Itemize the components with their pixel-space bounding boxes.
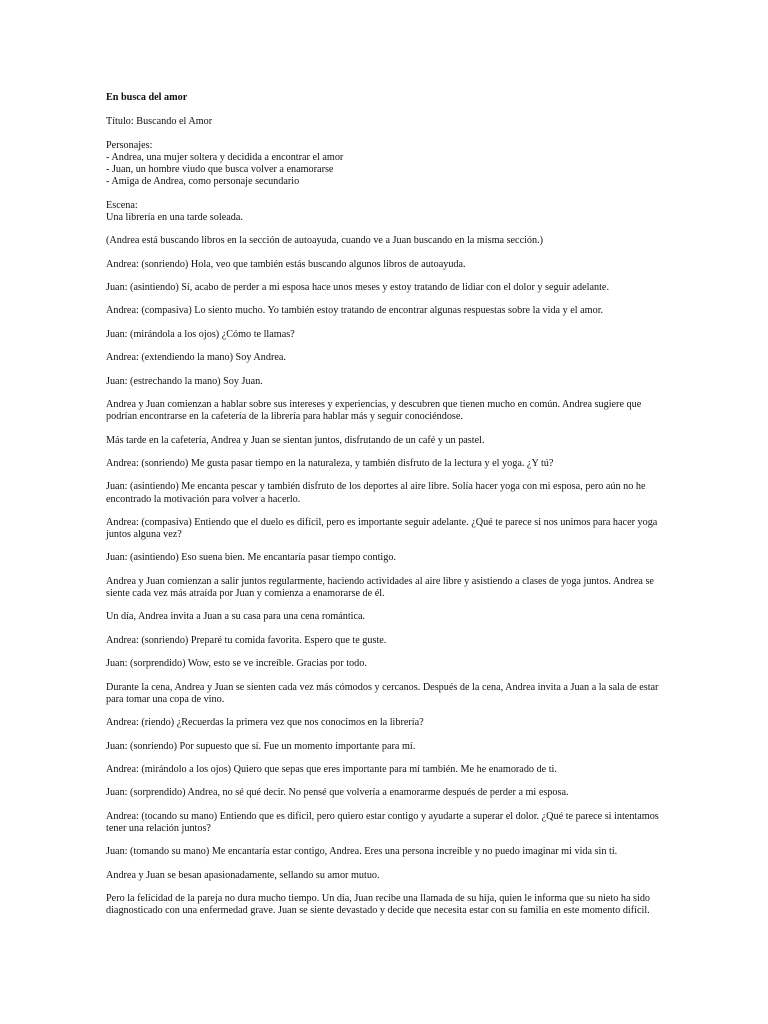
paragraph: Más tarde en la cafetería, Andrea y Juan se sientan juntos, disfrutando de un café y un pastel.	[106, 434, 485, 446]
paragraph: Andrea y Juan comienzan a salir juntos regularmente, haciendo actividades al aire libre y asistiendo a clases de yoga juntos. Andrea se siente cada vez más atraída por Juan y comienza a enamorarse de él.	[106, 575, 654, 600]
paragraph: Durante la cena, Andrea y Juan se sienten cada vez más cómodos y cercanos. Después de la cena, Andrea invita a Juan a la sala de estar para tomar una copa de vino.	[106, 681, 659, 705]
paragraph-title-line: Título: Buscando el Amor	[106, 116, 213, 128]
paragraph: Andrea y Juan se besan apasionadamente, sellando su amor mutuo.	[106, 869, 380, 881]
paragraph: Andrea: (sonriendo) Me gusta pasar tiempo en la naturaleza, y también disfruto de la lectura y el yoga. ¿Y tú?	[106, 457, 554, 469]
paragraph: Juan: (tomando su mano) Me encantaría estar contigo, Andrea. Eres una persona increíble y no puedo imaginar mi vida sin ti.	[106, 846, 618, 858]
paragraph: Juan: (asintiendo) Sí, acabo de perder a mi esposa hace unos meses y estoy tratando de lidiar con el dolor y seguir adelante.	[106, 281, 609, 293]
paragraph-scene: Escena: Una librería en una tarde soleada.	[106, 199, 243, 223]
document-heading: En busca del amor	[106, 92, 188, 103]
paragraph: (Andrea está buscando libros en la sección de autoayuda, cuando ve a Juan buscando en la misma sección.)	[106, 235, 544, 247]
paragraph: Andrea: (extendiendo la mano) Soy Andrea.	[106, 352, 286, 364]
paragraph: Andrea: (riendo) ¿Recuerdas la primera vez que nos conocimos en la librería?	[106, 717, 424, 729]
paragraph: Andrea: (tocando su mano) Entiendo que es difícil, pero quiero estar contigo y ayudarte a superar el dolor. ¿Qué te parece si intentamos tener una relación juntos?	[106, 810, 659, 834]
paragraph-characters: Personajes: - Andrea, una mujer soltera y decidida a encontrar el amor - Juan, un hombre viudo que busca volver a enamorarse - Amiga de Andrea, como personaje secundario	[106, 139, 344, 188]
paragraph: Andrea: (compasiva) Lo siento mucho. Yo también estoy tratando de encontrar algunas respuestas sobre la vida y el amor.	[106, 305, 604, 317]
paragraph: Juan: (sonriendo) Por supuesto que sí. Fue un momento importante para mí.	[106, 740, 416, 752]
paragraph: Juan: (estrechando la mano) Soy Juan.	[106, 375, 263, 387]
paragraph: Andrea: (sonriendo) Hola, veo que también estás buscando algunos libros de autoayuda.	[106, 258, 466, 270]
document-page	[106, 92, 666, 929]
paragraph: Andrea y Juan comienzan a hablar sobre sus intereses y experiencias, y descubren que tienen mucho en común. Andrea sugiere que podrían encontrarse en la cafetería de la librería para hablar más y seguir conociéndose.	[106, 398, 642, 423]
paragraph: Un día, Andrea invita a Juan a su casa para una cena romántica.	[106, 611, 366, 623]
paragraph: Andrea: (compasiva) Entiendo que el duelo es difícil, pero es importante seguir adelante. ¿Qué te parece si nos unimos para hacer yoga juntos alguna vez?	[106, 516, 658, 541]
paragraph: Juan: (sorprendido) Wow, esto se ve increíble. Gracias por todo.	[106, 658, 367, 670]
paragraph: Juan: (asintiendo) Me encanta pescar y también disfruto de los deportes al aire libre. Solía hacer yoga con mi esposa, pero aún no he encontrado la motivación para volver a hacerlo.	[106, 481, 646, 505]
paragraph: Andrea: (mirándolo a los ojos) Quiero que sepas que eres importante para mí también. Me he enamorado de ti.	[106, 764, 557, 776]
paragraph: Juan: (mirándola a los ojos) ¿Cómo te llamas?	[106, 328, 295, 340]
paragraph: Juan: (asintiendo) Eso suena bien. Me encantaría pasar tiempo contigo.	[106, 552, 396, 564]
paragraph: Pero la felicidad de la pareja no dura mucho tiempo. Un día, Juan recibe una llamada de su hija, quien le informa que su nieto ha sido diagnosticado con una enfermedad grave. Juan se siente devastado y decide que necesita estar con su familia en este momento difícil.	[106, 893, 651, 917]
paragraph: Juan: (sorprendido) Andrea, no sé qué decir. No pensé que volvería a enamorarme después de perder a mi esposa.	[106, 787, 569, 799]
paragraph: Andrea: (sonriendo) Preparé tu comida favorita. Espero que te guste.	[106, 634, 387, 646]
